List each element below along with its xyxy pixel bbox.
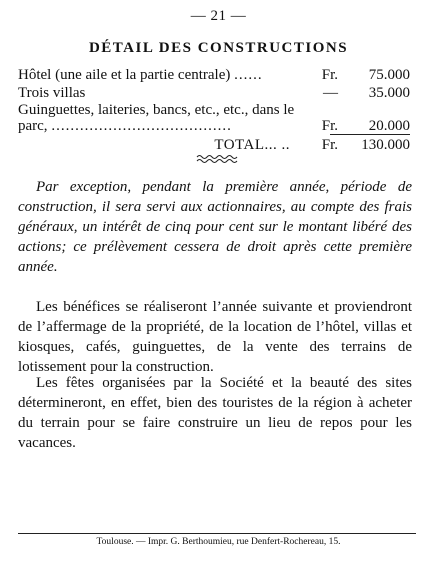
wavy-ornament-line-bottom	[197, 160, 237, 163]
printer-imprint: Toulouse. — Impr. G. Berthoumieu, rue Denfert-Rochereau, 15.	[96, 537, 341, 547]
line-amount: 35.000	[368, 85, 410, 101]
line-amount: 20.000	[368, 118, 410, 134]
total-currency: Fr.	[321, 137, 338, 153]
line-dots: ......	[234, 67, 263, 83]
page-number: — 21 —	[190, 8, 247, 24]
section-title: DÉTAIL DES CONSTRUCTIONS	[88, 40, 349, 56]
construction-line-hotel	[18, 66, 410, 84]
paragraph-exception: Par exception, pendant la première année, période de construction, il sera servi aux actionnaires, au compte des frais généraux, un intérêt de cinq pour cent sur le montant libéré des actions; ce prélèvement cessera de droit après cette première année.	[18, 179, 412, 275]
line-label: Hôtel (une aile et la partie centrale)	[18, 67, 231, 83]
wavy-ornament	[196, 154, 240, 164]
line-amount: 75.000	[368, 67, 410, 83]
line-currency: Fr.	[321, 118, 338, 134]
total-rule	[330, 134, 410, 135]
paragraph-fetes: Les fêtes organisées par la Société et la beauté des sites détermineront, en effet, bien des touristes de la région à acheter du terrain pour se faire construire un lieu de repos pour les vacances.	[18, 375, 412, 451]
total-amount: 130.000	[361, 137, 410, 153]
wavy-ornament-line-top	[197, 156, 237, 159]
line-dots: ......................................	[51, 118, 232, 134]
line-label: Guinguettes, laiteries, bancs, etc., etc., dans le	[18, 102, 295, 118]
construction-line-guinguettes-second	[18, 117, 410, 135]
paragraph-benefices: Les bénéfices se réaliseront l’année suivante et proviendront de l’affermage de la propriété, de la location de l’hôtel, villas et kiosques, cafés, guinguettes, de la vente des terrains de lotissement pour la construction.	[18, 299, 412, 375]
footer-rule	[18, 533, 416, 534]
line-label: parc,	[18, 118, 48, 134]
line-currency: Fr.	[321, 67, 338, 83]
construction-line-villas	[18, 84, 410, 102]
total-label: TOTAL... ..	[214, 137, 290, 153]
line-label: Trois villas	[18, 85, 86, 101]
line-currency: —	[323, 85, 338, 101]
